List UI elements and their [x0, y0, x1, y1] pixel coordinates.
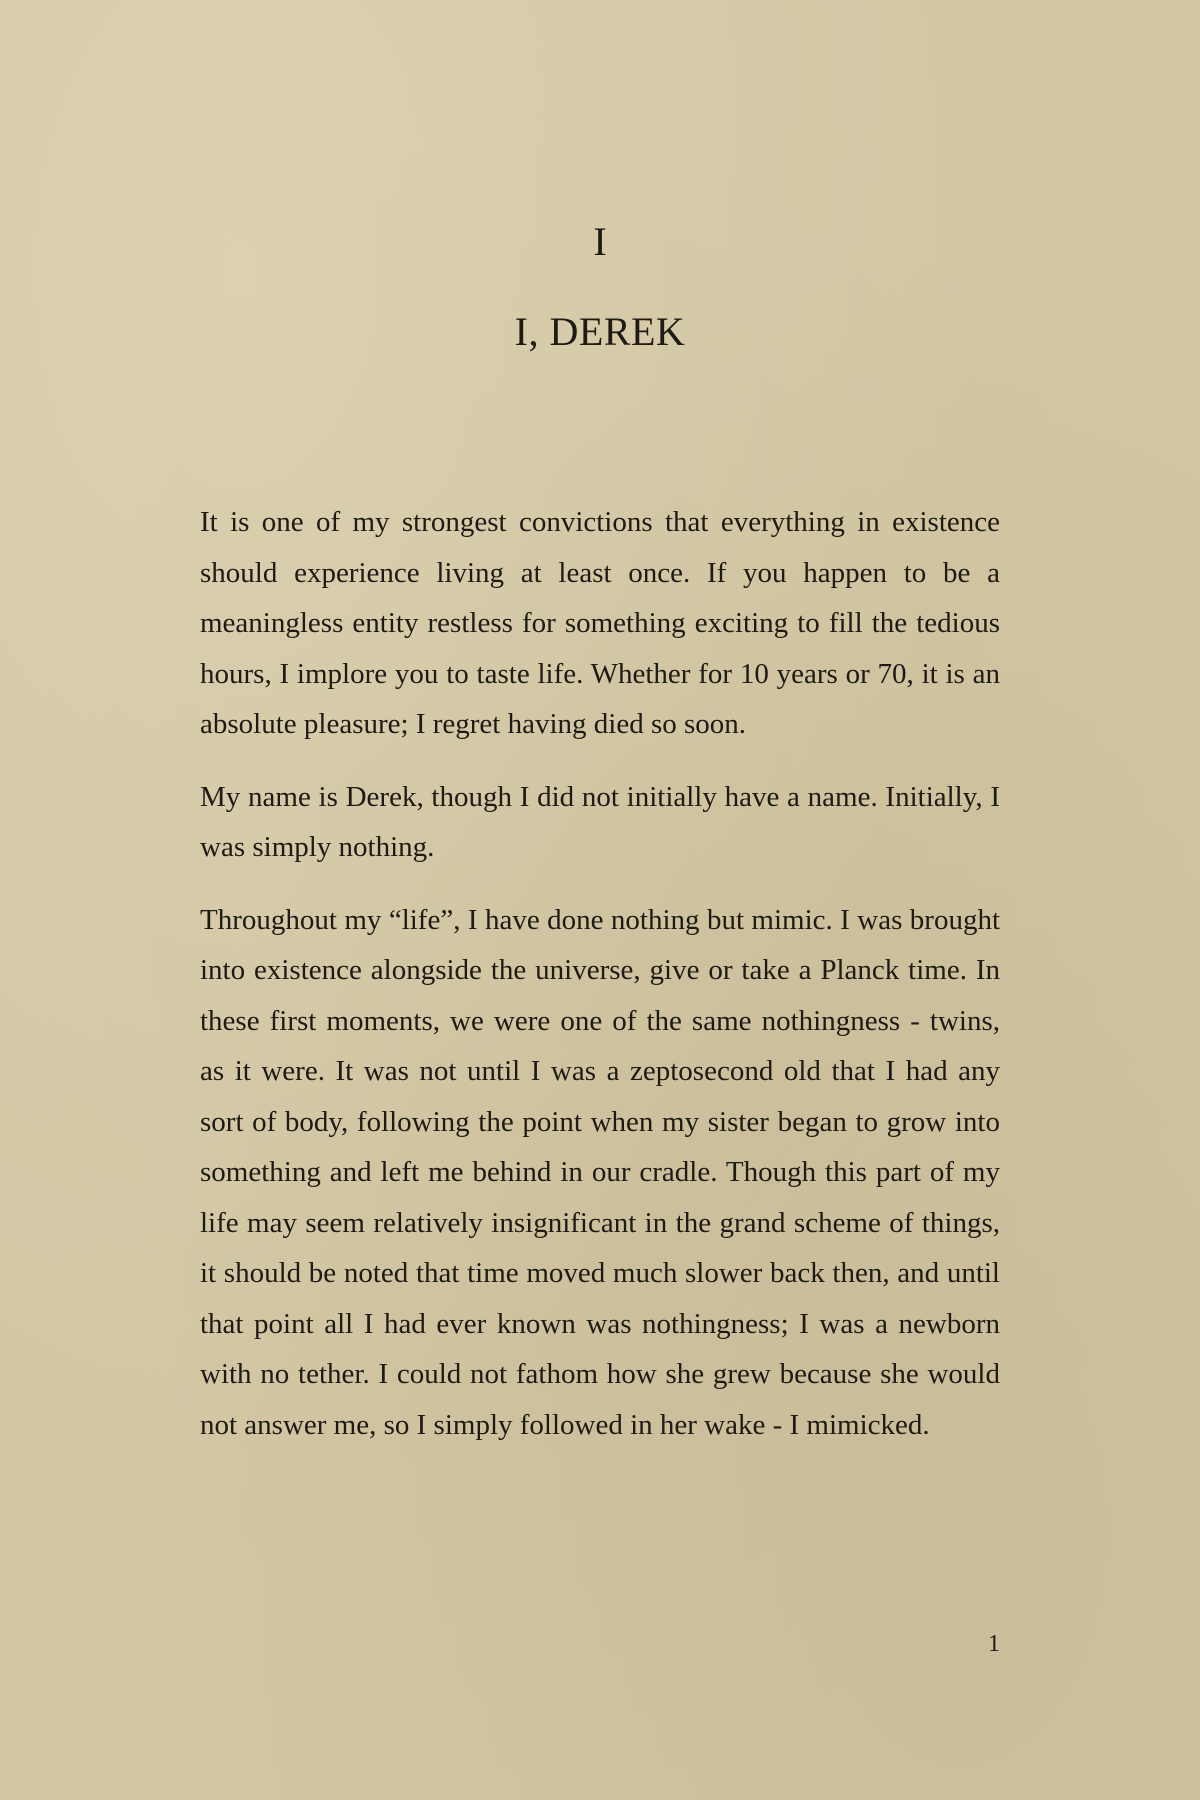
chapter-title: I, DEREK	[514, 309, 686, 354]
paragraph: My name is Derek, though I did not initially have a name. Initially, I was simply nothing.	[200, 780, 1000, 863]
paragraph: Throughout my “life”, I have done nothing but mimic. I was brought into existence alongside the universe, give or take a Planck time. In these first moments, we were one of the same nothingness - twins, as it were. It was not until I was a zeptosecond old that I had any sort of body, following the point when my sister began to grow into something and left me behind in our cradle. Though this part of my life may seem relatively insignificant in the grand scheme of things, it should be noted that time moved much slower back then, and until that point all I had ever known was nothingness; I was a newborn with no tether. I could not fathom how she grew because she would not answer me, so I simply followed in her wake - I mimicked.	[200, 903, 1000, 1441]
chapter-number: I	[593, 219, 607, 264]
chapter-body	[200, 497, 1000, 1472]
page-number: 1	[988, 1631, 1000, 1657]
paragraph: It is one of my strongest convictions that everything in existence should experience living at least once. If you happen to be a meaningless entity restless for something exciting to fill the tedious hours, I implore you to taste life. Whether for 10 years or 70, it is an absolute pleasure; I regret having died so soon.	[200, 506, 1000, 740]
